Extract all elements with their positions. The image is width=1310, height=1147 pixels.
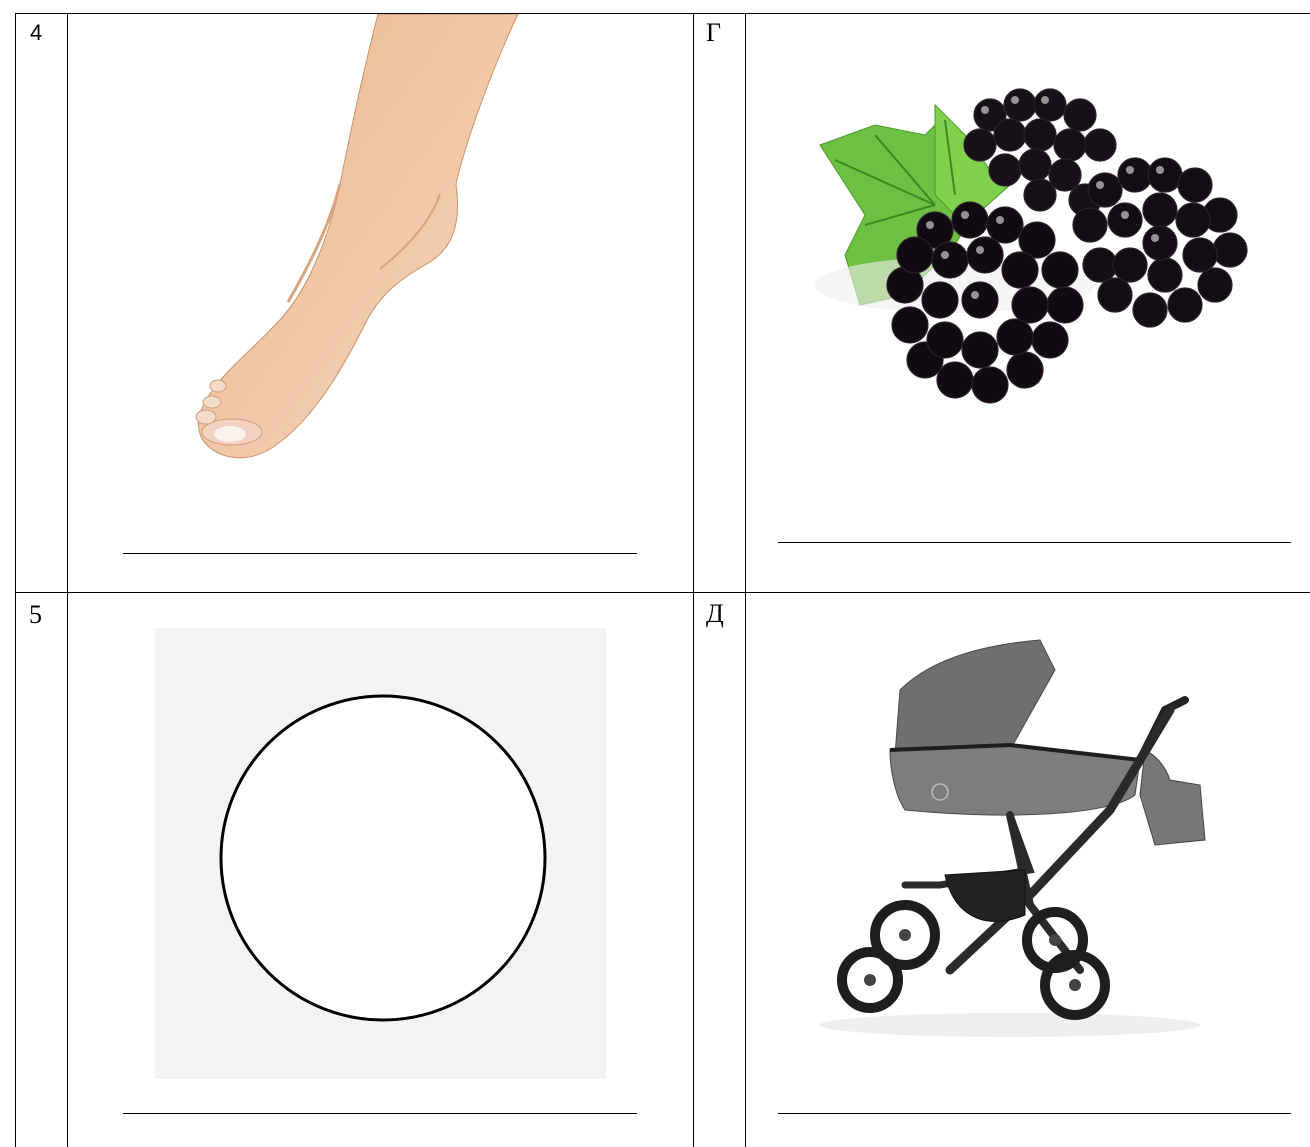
table-col-divider bbox=[745, 13, 746, 1147]
baby-stroller-image bbox=[810, 630, 1220, 1040]
row-number: 5 bbox=[29, 600, 42, 629]
answer-line bbox=[123, 1113, 637, 1114]
table-border-left bbox=[15, 13, 16, 1147]
circle-image bbox=[155, 628, 606, 1079]
blackberry-image bbox=[815, 75, 1255, 415]
table-col-divider bbox=[67, 13, 68, 1147]
row-letter: Г bbox=[706, 18, 722, 47]
row-letter: Д bbox=[706, 599, 724, 628]
foot-image bbox=[190, 14, 530, 464]
answer-line bbox=[778, 542, 1291, 543]
circle-icon bbox=[155, 628, 606, 1079]
answer-line bbox=[778, 1113, 1291, 1114]
table-col-divider bbox=[693, 13, 694, 1147]
row-number: 4 bbox=[30, 20, 43, 45]
answer-line bbox=[123, 553, 637, 554]
table-row-divider bbox=[15, 592, 1310, 593]
